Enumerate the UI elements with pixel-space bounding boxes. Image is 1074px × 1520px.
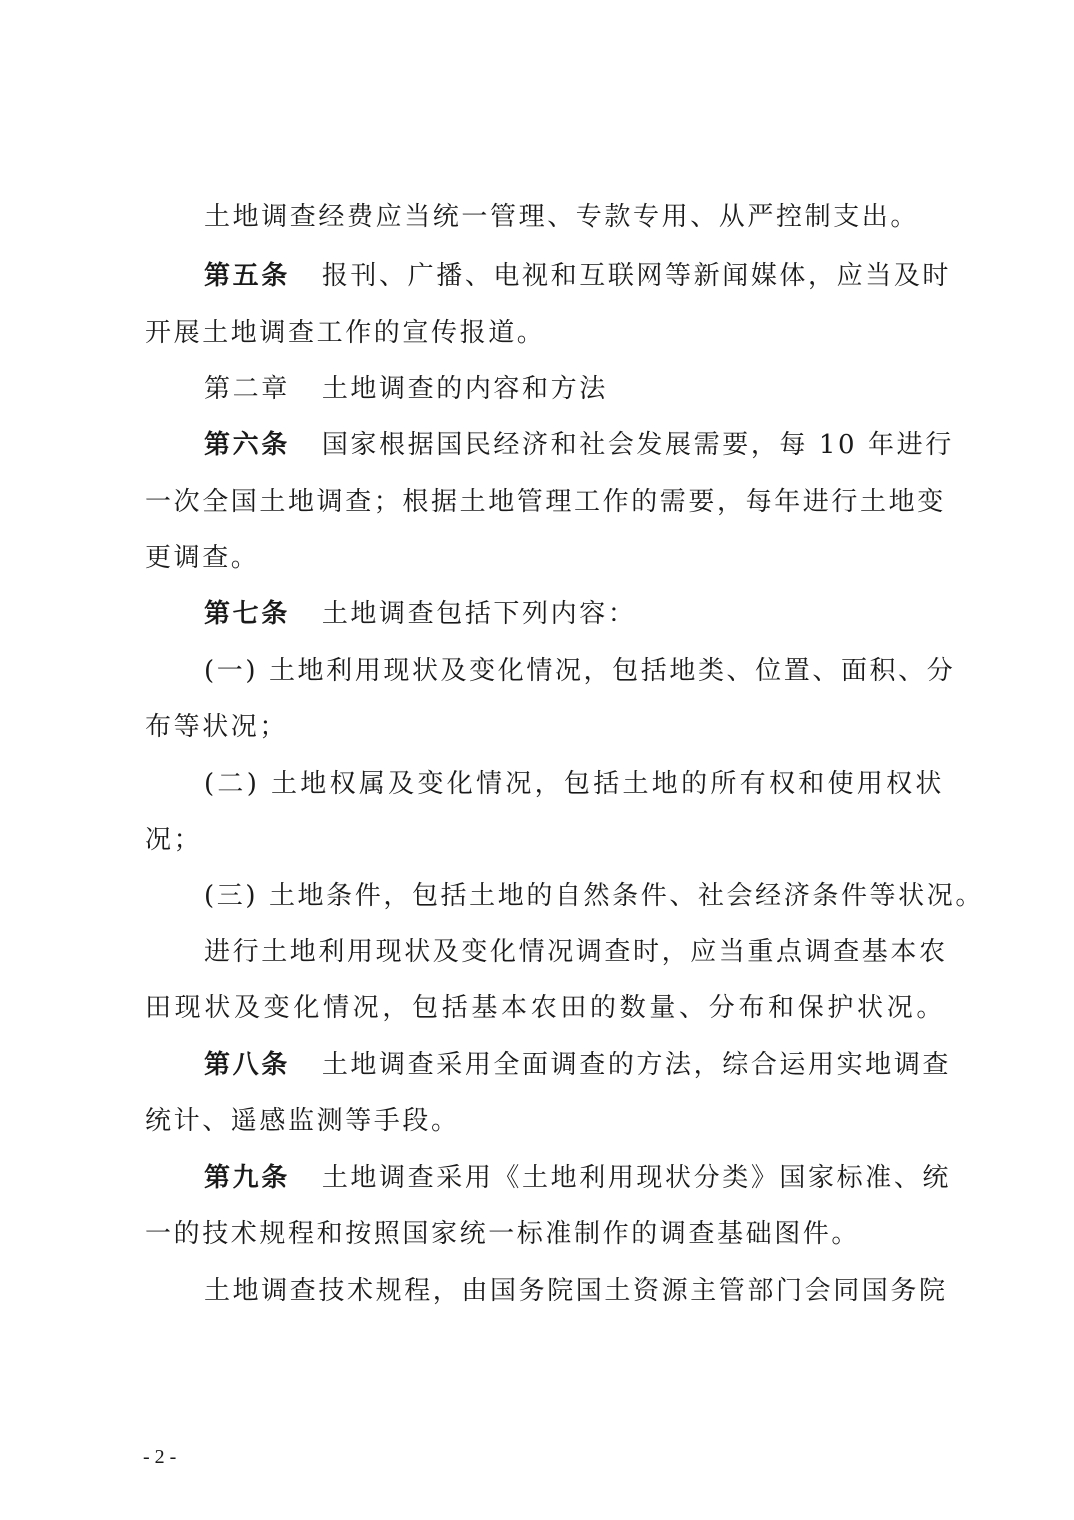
article-5-text-1: 报刊、广播、电视和互联网等新闻媒体，应当及时 <box>321 261 952 291</box>
article-7-line-1 <box>204 597 944 631</box>
page-number: - 2 - <box>143 1446 177 1468</box>
article-5-line-2: 开展土地调查工作的宣传报道。 <box>145 318 546 348</box>
article-9-line-1 <box>204 1161 952 1195</box>
chapter-title: 土地调查的内容和方法 <box>321 374 608 404</box>
article-9-line-2: 一的技术规程和按照国家统一标准制作的调查基础图件。 <box>145 1219 861 1249</box>
article-8-line-1 <box>204 1048 952 1082</box>
chapter-2-heading <box>204 372 944 406</box>
article-7-item-2-line-2: 况； <box>145 825 203 855</box>
article-7-item-2-line-1: (二) 土地权属及变化情况，包括土地的所有权和使用权状 <box>204 769 944 799</box>
article-7-text-1: 土地调查包括下列内容： <box>321 599 637 629</box>
article-8-line-2: 统计、遥感监测等手段。 <box>145 1106 460 1136</box>
article-7-item-1-line-2: 布等状况； <box>145 712 289 742</box>
article-6-line-3: 更调查。 <box>145 543 260 573</box>
article-5-line-1 <box>204 259 952 293</box>
article-6-text-1: 国家根据国民经济和社会发展需要，每 10 年进行 <box>321 430 954 460</box>
chapter-number: 第二章 <box>204 374 290 404</box>
article-7-item-3-line-1: (三) 土地条件，包括土地的自然条件、社会经济条件等状况。 <box>204 881 984 911</box>
article-8-heading: 第八条 <box>204 1050 290 1080</box>
article-8-text-1: 土地调查采用全面调查的方法，综合运用实地调查 <box>321 1050 952 1080</box>
article-6-line-2: 一次全国土地调查；根据土地管理工作的需要，每年进行土地变 <box>145 487 946 517</box>
article-7-para-line-1: 进行土地利用现状及变化情况调查时，应当重点调查基本农 <box>204 937 948 967</box>
paragraph-funding: 土地调查经费应当统一管理、专款专用、从严控制支出。 <box>204 202 920 232</box>
article-5-heading: 第五条 <box>204 261 290 291</box>
article-7-para-line-2: 田现状及变化情况，包括基本农田的数量、分布和保护状况。 <box>145 993 945 1023</box>
article-9-heading: 第九条 <box>204 1163 290 1193</box>
article-9-text-1: 土地调查采用《土地利用现状分类》国家标准、统 <box>321 1163 952 1193</box>
article-9-para-line-1: 土地调查技术规程，由国务院国土资源主管部门会同国务院 <box>204 1276 948 1306</box>
article-6-line-1 <box>204 428 954 462</box>
article-7-item-1-line-1: (一) 土地利用现状及变化情况，包括地类、位置、面积、分 <box>204 656 956 686</box>
article-6-heading: 第六条 <box>204 430 290 460</box>
article-7-heading: 第七条 <box>204 599 290 629</box>
